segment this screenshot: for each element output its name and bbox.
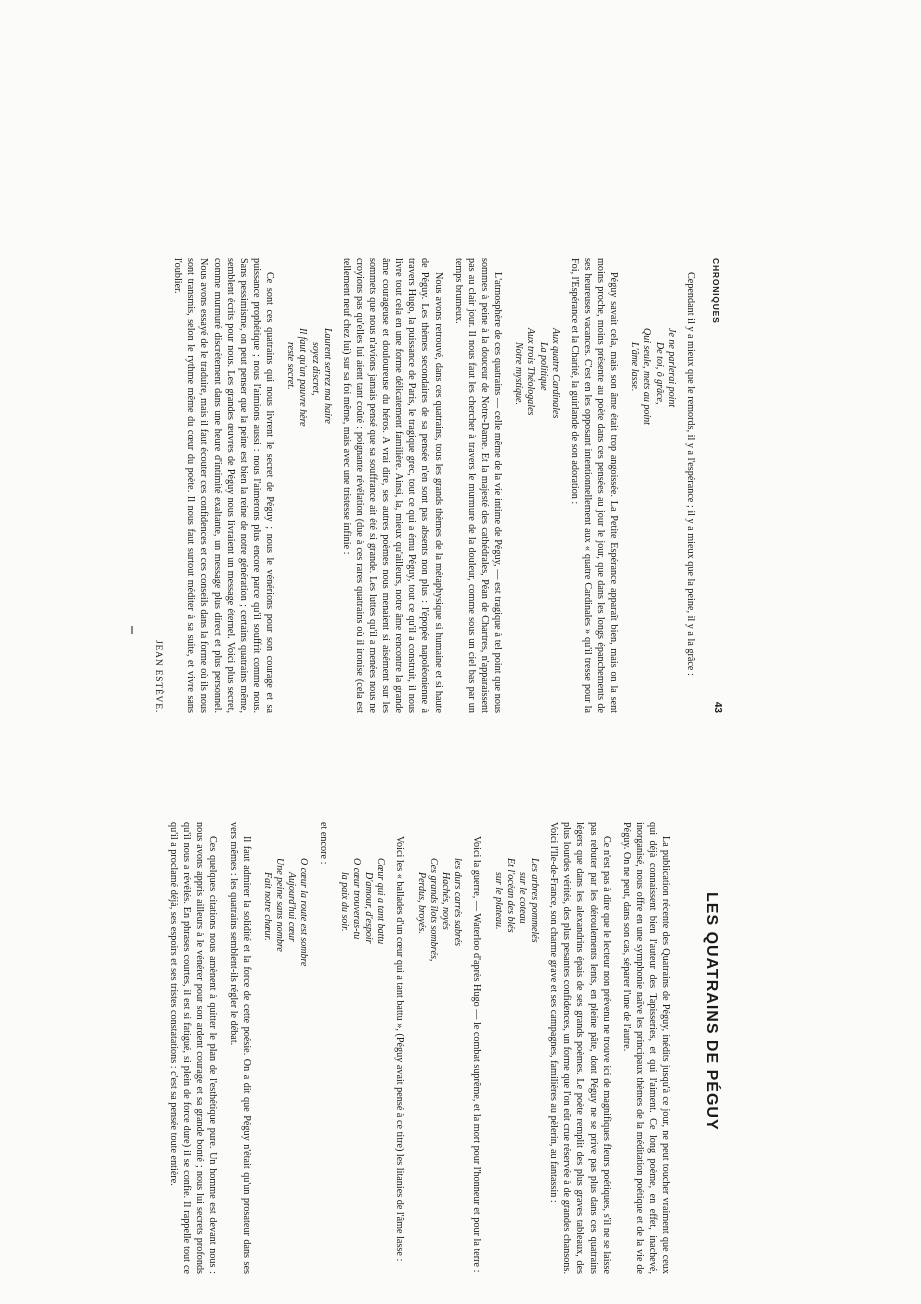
verse-block: [491, 858, 540, 1274]
verse-line: Ces grands îlots sombrés,: [427, 858, 439, 962]
verse-line: Et l'océan des blés: [504, 858, 516, 933]
verse-block: [284, 328, 333, 713]
verse-line: sur le plateau.: [492, 872, 504, 930]
verse-block: [512, 328, 561, 713]
verse-block: [628, 328, 677, 713]
right-column: [151, 258, 697, 713]
verse-line: D'amour, d'espoir: [363, 872, 375, 944]
verse-line: La politique: [537, 342, 549, 391]
verse-line: Les arbres pommelés: [529, 858, 541, 943]
paragraph: et encore :: [317, 822, 329, 865]
left-column: [167, 822, 672, 1274]
left-page: [160, 822, 740, 1274]
verse-line: O cœur trouveras-tu: [350, 858, 362, 940]
paragraph: Péguy savait cela, mais son âme était trop angoissée. La Petite Espérance apparaît bien, mais on la sent moins proche, moins présente au poète dans ces pensées au jour le jour, que dans les longs épanchements de ses heureuses vacances. C'est en les opposant intentionnellement aux « quatre Cardinales » qu'il tresse pour la Foi, l'Espérance et la Charité, la guirlande de son adoration :: [568, 258, 620, 713]
verse-line: Je ne parlerai point: [665, 328, 677, 408]
page-header: [703, 258, 725, 713]
paragraph: Il faut admirer la solidité et la force de cette poésie. On a dit que Péguy n'était qu'un prosateur dans ses vers mêmes : les quatrains semblent-ils régler le débat.: [227, 822, 252, 1274]
article-title: LES QUATRAINS DE PÉGUY: [703, 892, 720, 1131]
verse-line: Aux quatre Cardinales: [549, 328, 561, 419]
paragraph: Nous avons retrouvé, dans ces quatrains, tous les grands thèmes de la métaphysique si humaine et si haute de Péguy. Les thèmes secondaires de sa pensée n'en sont pas absents non plus : l'épopée napoléonienne à travers Hugo, la puissance de Paris, le tragique grec, tout ce qui a ému Péguy, tout ce qu'il a construit, il nous livre tout cela en une forme délicatement familière. Ainsi, la, mieux qu'ailleurs, notre âme rencontre la grande âme courageuse et douloureuse du héros. A vrai dire, ses autres poèmes nous menaient si aisément sur les sommets que nous n'avions jamais pensé que sa souffrance ait été si grande. Les luttes qu'il a menées nous ne croyions pas qu'elles lui aient tant coûté : poignante révélation (due à ces rares quatrains où il ironise (cela est tellement neuf chez lui) sur sa foi même, mais avec une tristesse infinie :: [340, 258, 444, 713]
verse-line: Il faut qu'un pauvre hère: [297, 328, 309, 427]
verse-line: Perdus, broyés.: [415, 872, 427, 934]
verse-line: De toi, ô grâce,: [653, 342, 665, 405]
paragraph: Voici les « ballades d'un cœur qui a tant battu », (Péguy avait pensé à ce titre) les litanies de l'âme lasse :: [394, 836, 406, 1262]
verse-line: Notre mystique.: [513, 342, 525, 405]
verse-line: soyez discret,: [309, 342, 321, 396]
verse-block: [261, 858, 310, 1274]
verse-line: Cœur qui a tant battu: [375, 858, 387, 945]
paragraph: Ce n'est pas à dire que le lecteur non prévenu ne trouve ici de magnifiques fleurs poétiques, s'il ne se laisse pas rebuter par les déroulements lents, en pleine pâte, dont Péguy ne se prive pas plus dans ces quatrains légers que dans les alexandrins épais de ses grands poèmes. Le poète remplit des plus graves tableaux, des plus lourdes vérités, des plus pesantes confidences, un forme que l'on eût crue réservée à de grandes chansons. Voici l'Ile-de-France, son charme grave et ses campagnes, familières au pèlerin, au fantassin :: [548, 822, 612, 1274]
paragraph: Cependant il y a mieux que le remords, il y a l'espérance ; il y a mieux que la peine, il y a la grâce :: [685, 272, 696, 676]
verse-line: Fait notre chœur.: [261, 872, 273, 941]
page-number: 43: [712, 701, 723, 713]
running-head: CHRONIQUES: [711, 258, 721, 324]
scan-mark: [131, 626, 133, 634]
verse-line: Qui seule, mets au point: [641, 328, 653, 425]
paragraph: Ce sont ces quatrains qui nous livrent le secret de Péguy ; nous le vénérions pour son courage et sa puissance prophétique ; nous l'aimions aussi : nous l'aimerons plus encore parce qu'il souffrit comme nous. Sans pessimisme, on peut penser que la peine est bien la reine de notre génération ; certains quatrains même, semblent écrits pour nous. Les grandes œuvres de Péguy nous livraient un message éternel. Voici plus secret, comme murmuré discrètement dans une heure d'intimité exaltante, un message plus direct et plus personnel. Nous avons essayé de le traduire, mais il faut écouter ces confidences et ces conseils dans la forme où ils nous sont transmis, selon le rythme même du cœur du poète. Il nous faut surtout méditer à sa suite, et vivre sans l'oublier.: [172, 258, 275, 713]
paragraph: L'atmosphère de ces quatrains — celle même de la vie intime de Péguy, — est tragique à tel point que nous sommes à peine à la douceur de Notre-Dame. Et la majesté des cathédrales, Péan de Chartres, n'apparaissent pas au clair jour. Il nous faut les chercher à travers le murmure de la douleur, comme sous un ciel bas par un temps brumeux.: [452, 258, 503, 713]
right-page: [151, 258, 725, 713]
verse-line: Aux trois Théologales: [525, 328, 537, 416]
verse-line: reste secret.: [285, 342, 297, 390]
verse-line: L'âme lasse.: [629, 342, 641, 392]
paragraph: Ces quelques citations nous amènent à quitter le plan de l'esthétique pure. Un homme est devant nous : nous avons appris ailleurs à le vénérer pour son ardent courage et sa grande bonté ; nous lui secrets profonds qu'il nous a révélés. En phrases courtes, il est si fatigué, si plein de force dure) il se confie. Il rappelle tout ce qu'il a proclamé déjà, ses espoirs et ses tristes constatations : c'est sa pensée toute entière.: [168, 822, 219, 1274]
verse-line: Une peine sans nombre: [274, 858, 286, 952]
paragraph: La publication récente des Quatrains de Péguy, inédits jusqu'à ce jour, ne peut toucher vraiment que ceux qui déjà connaissent bien l'auteur des Tapisseries, et qui l'aiment. Ce long poème, en effet, inachevé, inorganisé, nous offre en une symphonie naïve les principaux thèmes de la méditation poétique et de la vie de Péguy. On ne peut, dans son cas, séparer l'une de l'autre.: [620, 822, 671, 1274]
verse-line: O cœur la route est sombre: [298, 858, 310, 967]
author-signature: JEAN ESTÈVE.: [153, 640, 164, 713]
verse-line: les durs carrés sabrés: [452, 858, 464, 947]
paragraph: Voici la guerre, — Waterloo d'après Hugo — le combat suprême, et la mort pour l'honneur et pour la terre :: [471, 836, 483, 1273]
verse-line: sur le coteau: [516, 872, 528, 924]
verse-line: la paix du soir.: [338, 872, 350, 932]
verse-block: [414, 858, 463, 1274]
verse-block: [338, 858, 387, 1274]
verse-line: Hachés, noyés: [440, 872, 452, 930]
verse-line: Aujourd'hui cœur: [286, 872, 298, 942]
verse-line: Laurent serrez ma haire: [321, 328, 333, 424]
